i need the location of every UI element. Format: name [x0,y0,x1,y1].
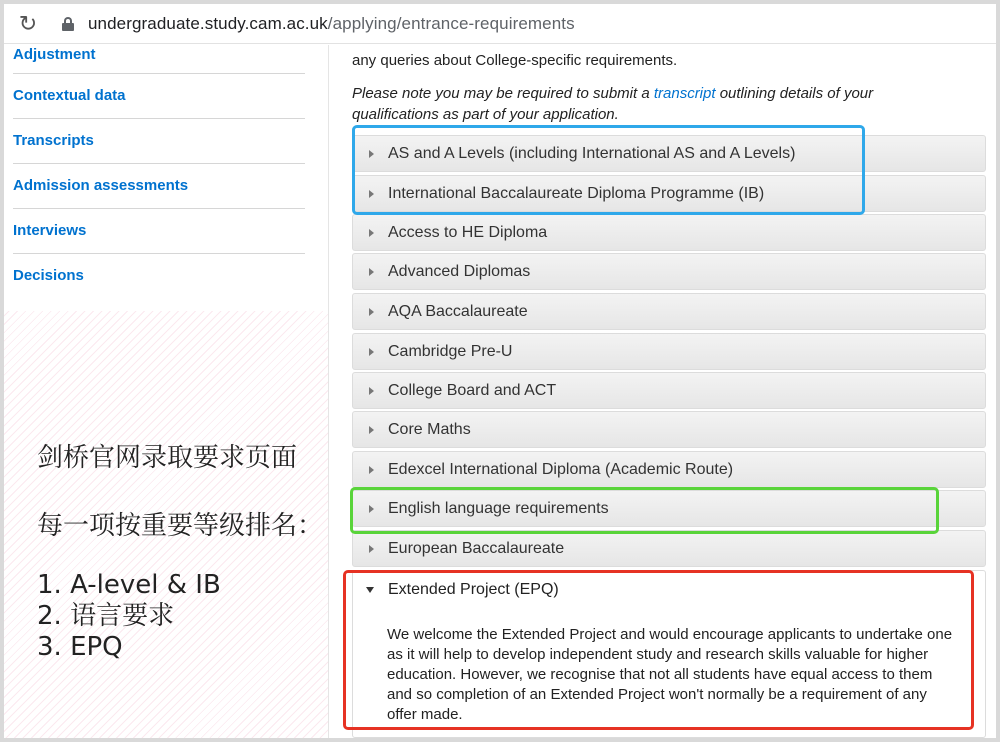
sidebar-item-label: Contextual data [13,87,126,104]
accordion-aqa-bacc[interactable] [352,293,986,330]
accordion-college-board-act[interactable] [352,372,986,409]
accordion-header-epq[interactable] [353,571,985,609]
accordion-advanced-diplomas[interactable] [352,253,986,290]
accordion-cambridge-pre-u[interactable] [352,333,986,370]
triangle-right-icon [369,387,374,395]
triangle-right-icon [369,545,374,553]
annotation-list-item: 3. EPQ [37,632,123,662]
url-path: /applying/entrance-requirements [327,13,575,33]
accordion-european-bacc[interactable] [352,530,986,567]
sidebar-item-label: Decisions [13,267,84,284]
note-text-before: Please note you may be required to submit a [352,85,654,102]
accordion-edexcel[interactable] [352,451,986,488]
annotation-subtitle: 每一项按重要等级排名： [37,511,324,541]
annotation-list-item: 1. A-level & IB [37,570,221,600]
triangle-right-icon [369,308,374,316]
accordion-body-epq: We welcome the Extended Project and would encourage applicants to undertake one as it will help to develop independent study and research skills valuable for higher education. However, we recognise that not all students have equal access to them and so completion of an Extended Project won't normally be a requirement of any offer made. [387,626,953,723]
note-text-after: outlining details of your qualifications as part of your application. [352,85,874,123]
accordion-label: International Baccalaureate Diploma Programme (IB) [388,184,765,202]
sidebar-nav [4,45,328,311]
accordion-label: European Baccalaureate [388,539,565,557]
accordion-core-maths[interactable] [352,411,986,448]
transcript-note [352,83,952,125]
sidebar-item-transcripts[interactable] [13,119,305,164]
accordion-label: English language requirements [388,499,609,517]
intro-text: any queries about College-specific requirements. [352,52,678,69]
accordion-label: Extended Project (EPQ) [388,581,559,598]
sidebar-item-label: Adjustment [13,46,96,63]
sidebar-item-admission-assessments[interactable] [13,164,305,209]
accordion-access-he[interactable] [352,214,986,251]
accordion-label: College Board and ACT [388,381,557,399]
url-domain: undergraduate.study.cam.ac.uk [88,13,328,33]
annotation-title: 剑桥官网录取要求页面 [37,443,298,473]
annotation-list-item: 2. 语言要求 [37,601,175,631]
sidebar-item-label: Admission assessments [13,177,189,194]
triangle-right-icon [369,466,374,474]
triangle-right-icon [369,426,374,434]
address-bar[interactable] [4,4,996,44]
accordion-ib[interactable] [352,175,986,212]
triangle-down-icon [366,587,374,593]
triangle-right-icon [369,505,374,513]
accordion-as-a-levels[interactable] [352,135,986,172]
accordion-english-language[interactable] [352,490,986,527]
url-text[interactable] [88,14,575,34]
triangle-right-icon [369,150,374,158]
accordion-label: Cambridge Pre-U [388,342,513,360]
accordion-label: Advanced Diplomas [388,262,531,280]
transcript-link[interactable]: transcript [653,85,716,102]
triangle-right-icon [369,190,374,198]
sidebar-item-contextual-data[interactable] [13,74,305,119]
accordion-label: Access to HE Diploma [388,223,548,241]
sidebar [4,45,329,738]
accordion-label: AQA Baccalaureate [388,302,528,320]
triangle-right-icon [369,268,374,276]
sidebar-item-label: Transcripts [13,132,94,149]
sidebar-item-label: Interviews [13,222,87,239]
triangle-right-icon [369,229,374,237]
accordion-label: Edexcel International Diploma (Academic Route) [388,460,734,478]
sidebar-item-decisions[interactable] [13,254,305,299]
lock-icon[interactable] [62,17,74,31]
accordion-extended-project [352,570,986,738]
reload-icon[interactable]: ↻ [18,10,38,36]
accordion-label: Core Maths [388,420,471,438]
annotation-list [37,570,221,663]
sidebar-item-adjustment[interactable] [13,45,305,74]
triangle-right-icon [369,348,374,356]
sidebar-item-interviews[interactable] [13,209,305,254]
accordion-label: AS and A Levels (including International AS and A Levels) [388,144,796,162]
